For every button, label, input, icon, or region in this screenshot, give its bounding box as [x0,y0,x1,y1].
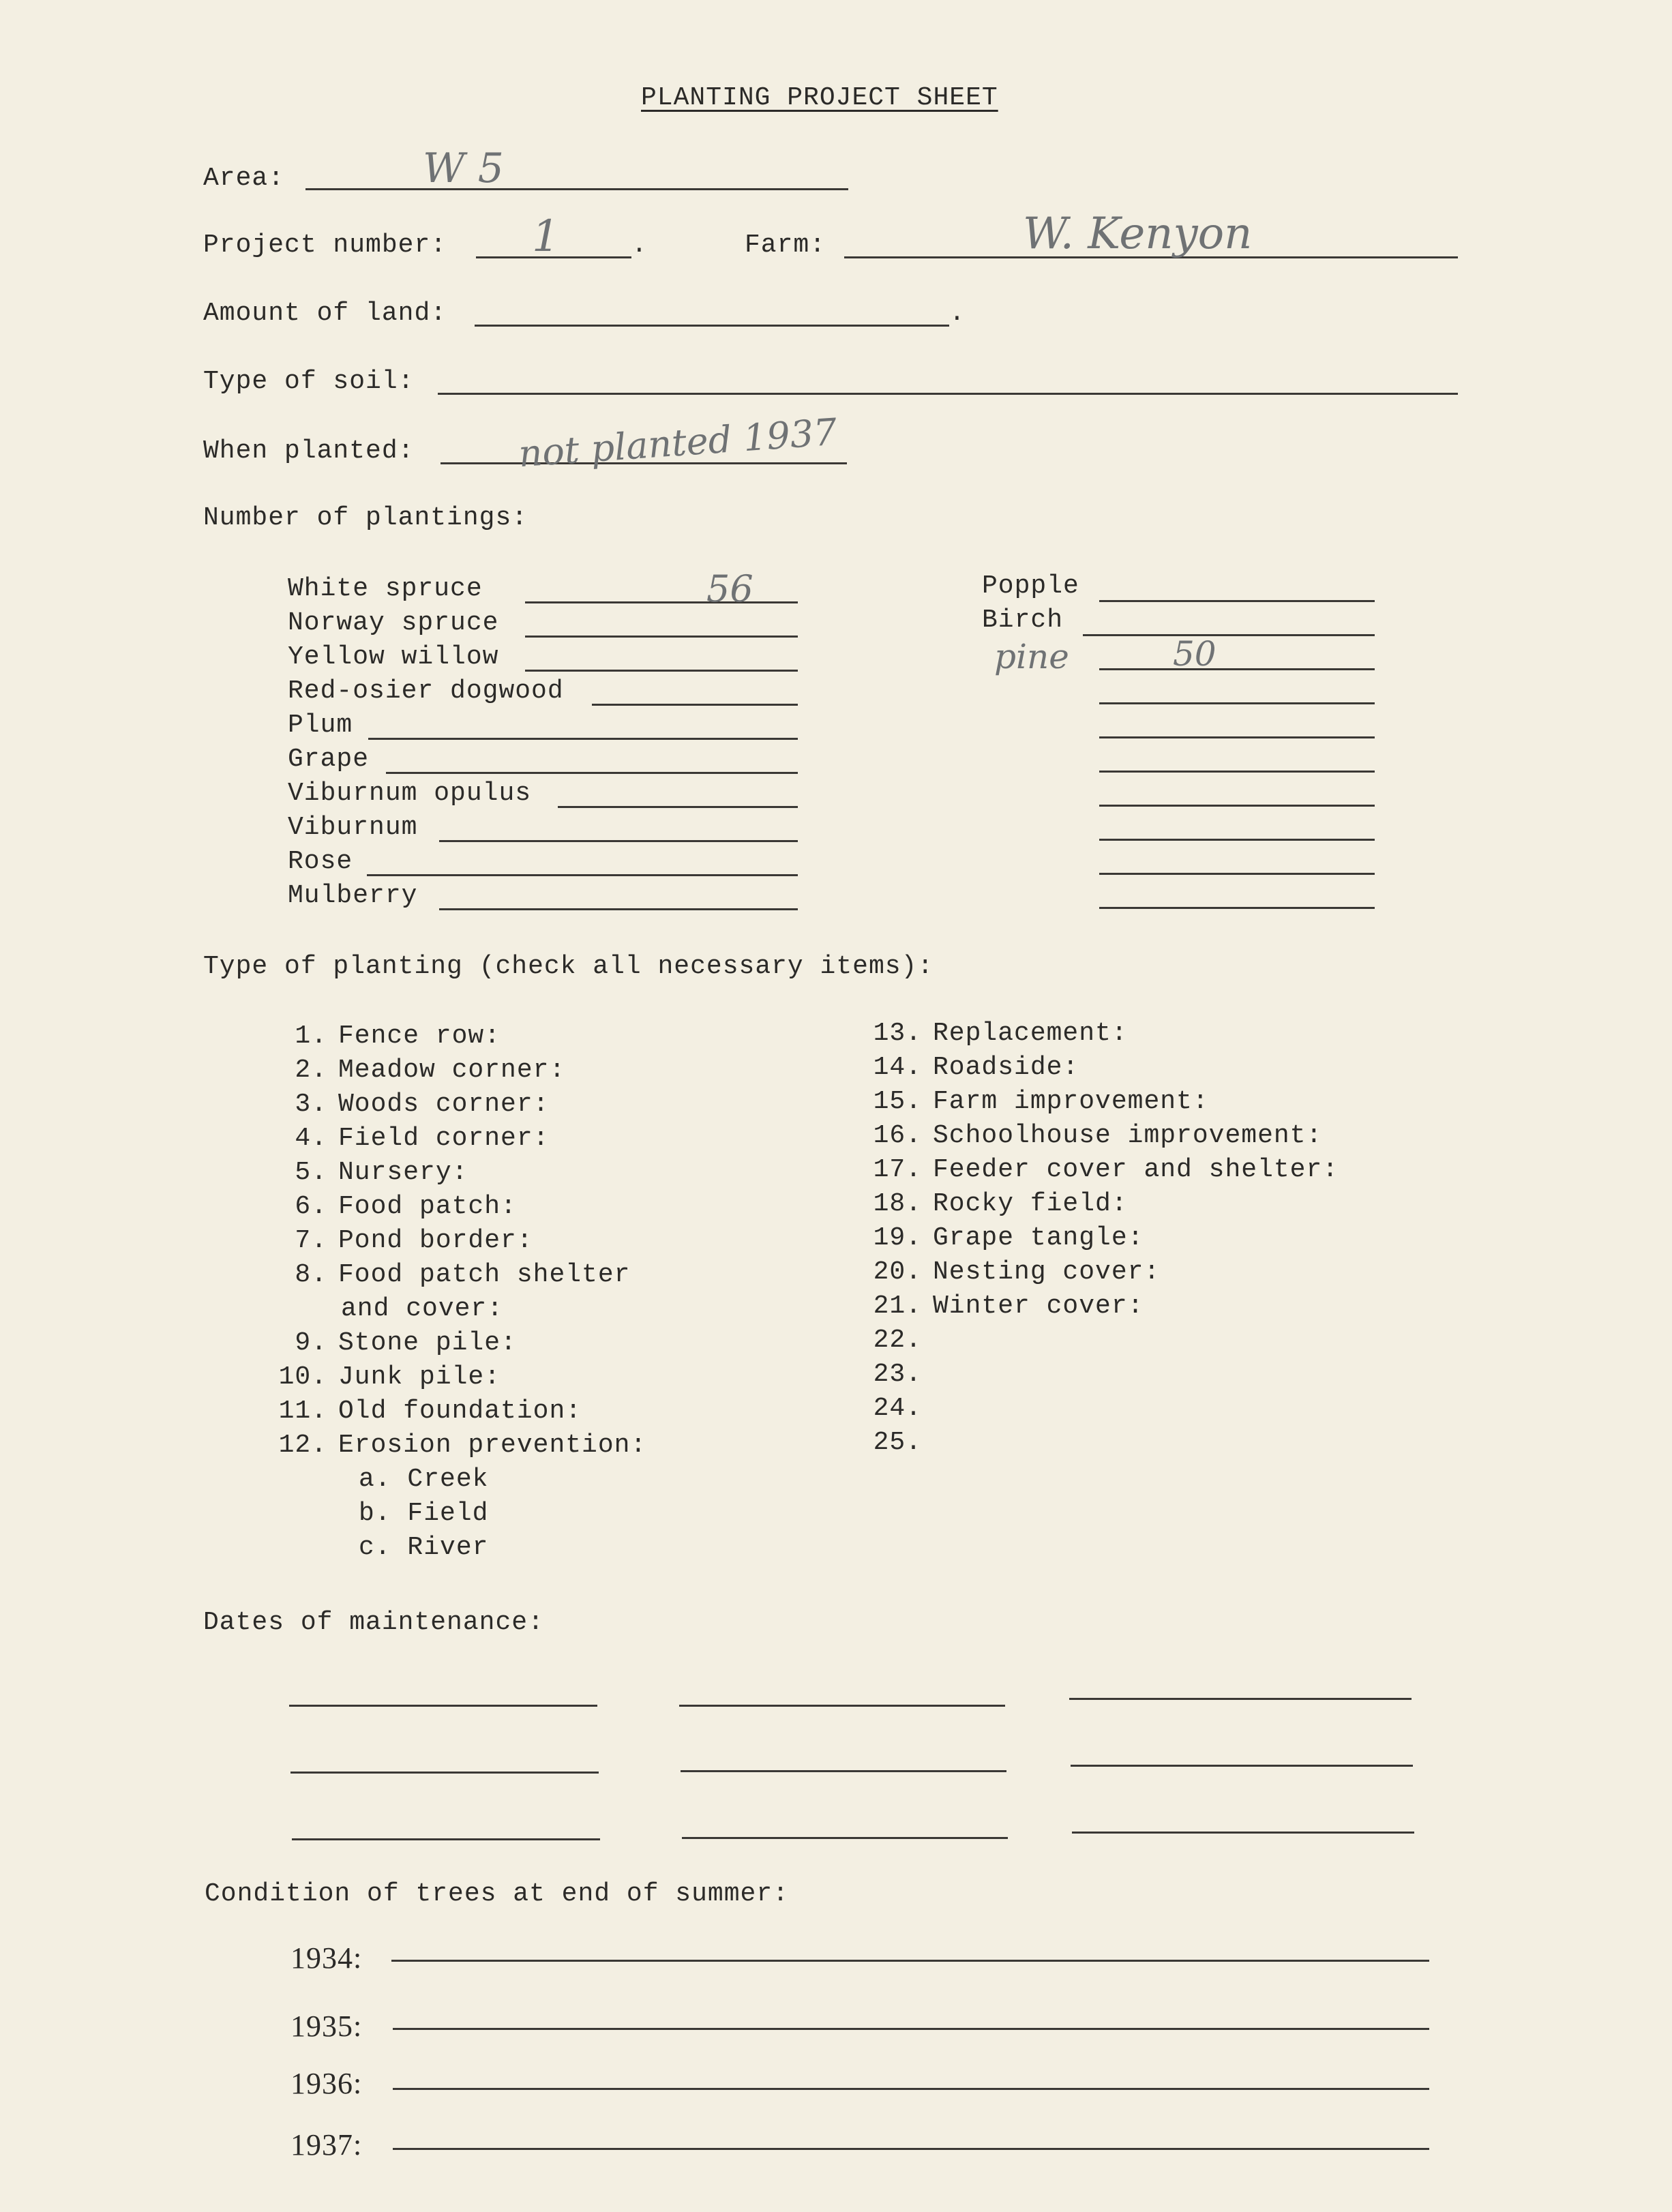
type-item-number: 1. [295,1021,327,1051]
type-item-label-continued: and cover: [341,1294,504,1324]
condition-field[interactable] [391,1960,1429,1962]
amount-period: . [949,299,966,328]
planting-label: Mulberry [288,881,418,910]
page-title: PLANTING PROJECT SHEET [641,83,998,113]
planting-count-field[interactable] [439,908,798,910]
type-item-label[interactable]: Erosion prevention: [338,1431,647,1460]
planting-handwritten-label: pine [994,637,1069,676]
planting-blank-field[interactable] [1099,805,1375,807]
planting-label: White spruce [288,574,483,603]
type-subitem-label[interactable]: a. Creek [359,1465,489,1494]
type-item-number: 2. [295,1056,327,1085]
type-item-number: 11. [278,1396,327,1426]
type-item-label[interactable]: Grape tangle: [933,1223,1144,1253]
planting-label: Grape [288,745,370,774]
planting-blank-field[interactable] [1099,839,1375,841]
planting-handwritten-count: 56 [706,567,753,610]
planting-label: Yellow willow [288,642,499,672]
condition-year-label: 1934: [290,1941,363,1975]
type-item-number: 25. [873,1428,922,1457]
planting-blank-field[interactable] [1099,771,1375,773]
project-number-handwritten-value: 1 [532,211,560,262]
type-item-number: 10. [278,1362,327,1392]
type-item-number: 18. [873,1189,922,1219]
condition-year-label: 1935: [290,2009,363,2043]
type-item-label[interactable]: Nursery: [338,1158,468,1187]
planting-count-field[interactable] [386,772,798,774]
maintenance-date-field[interactable] [290,1772,599,1774]
maintenance-date-field[interactable] [292,1838,600,1840]
when-planted-handwritten-value: not planted 1937 [517,410,839,476]
condition-field[interactable] [393,2028,1429,2030]
type-item-label[interactable]: Meadow corner: [338,1056,566,1085]
type-item-number: 9. [295,1328,327,1358]
type-item-number: 17. [873,1155,922,1184]
type-item-label[interactable]: Food patch shelter [338,1260,631,1289]
planting-label: Birch [982,606,1064,635]
area-handwritten-value: W 5 [423,145,504,192]
planting-count-field[interactable] [368,738,798,740]
type-item-number: 15. [873,1087,922,1116]
planting-blank-field[interactable] [1099,702,1375,704]
type-item-label[interactable]: Old foundation: [338,1396,582,1426]
farm-handwritten-value: W. Kenyon [1023,209,1253,259]
type-item-number: 24. [873,1394,922,1423]
type-item-number: 16. [873,1121,922,1150]
type-item-label[interactable]: Schoolhouse improvement: [933,1121,1323,1150]
condition-year-label: 1937: [290,2128,363,2162]
number-of-plantings-label: Number of plantings: [203,503,528,533]
type-item-number: 3. [295,1090,327,1119]
type-item-number: 7. [295,1226,327,1255]
type-of-soil-label: Type of soil: [203,367,415,396]
dates-of-maintenance-label: Dates of maintenance: [203,1608,544,1637]
type-item-number: 19. [873,1223,922,1253]
maintenance-date-field[interactable] [679,1705,1005,1707]
planting-label: Norway spruce [288,608,499,638]
type-item-number: 6. [295,1192,327,1221]
maintenance-date-field[interactable] [681,1770,1006,1772]
planting-label: Viburnum opulus [288,779,532,808]
maintenance-date-field[interactable] [1071,1765,1413,1767]
type-item-number: 21. [873,1291,922,1321]
condition-of-trees-label: Condition of trees at end of summer: [205,1879,789,1909]
planting-handwritten-count: 50 [1173,634,1216,674]
type-item-label[interactable]: Fence row: [338,1021,501,1051]
planting-count-field[interactable] [1083,634,1375,636]
type-item-number: 23. [873,1360,922,1389]
type-item-number: 5. [295,1158,327,1187]
type-item-number: 14. [873,1053,922,1082]
type-subitem-label[interactable]: c. River [359,1533,489,1562]
type-item-label[interactable]: Field corner: [338,1124,550,1153]
maintenance-date-field[interactable] [1069,1698,1412,1700]
planting-count-field[interactable] [525,670,798,672]
type-item-label[interactable]: Food patch: [338,1192,517,1221]
type-item-label[interactable]: Nesting cover: [933,1257,1161,1287]
planting-count-field[interactable] [525,601,798,603]
type-item-label[interactable]: Roadside: [933,1053,1079,1082]
project-number-label: Project number: [203,230,447,260]
type-item-label[interactable]: Junk pile: [338,1362,501,1392]
type-item-number: 20. [873,1257,922,1287]
type-item-label[interactable]: Stone pile: [338,1328,517,1358]
type-item-label[interactable]: Rocky field: [933,1189,1128,1219]
area-field[interactable] [305,188,848,190]
type-item-number: 4. [295,1124,327,1153]
project-number-period: . [631,230,648,260]
condition-year-label: 1936: [290,2067,363,2100]
maintenance-date-field[interactable] [289,1705,597,1707]
area-label: Area: [203,164,285,193]
type-item-label[interactable]: Pond border: [338,1226,533,1255]
type-of-planting-heading: Type of planting (check all necessary items): [203,952,934,981]
planting-label: Rose [288,847,353,876]
planting-count-field[interactable] [1099,668,1375,670]
maintenance-date-field[interactable] [682,1837,1008,1839]
type-item-number: 12. [278,1431,327,1460]
amount-of-land-label: Amount of land: [203,299,447,328]
planting-label: Popple [982,571,1079,601]
condition-field[interactable] [393,2088,1429,2090]
maintenance-date-field[interactable] [1072,1832,1414,1834]
planting-label: Red-osier dogwood [288,676,564,706]
planting-count-field[interactable] [439,840,798,842]
condition-field[interactable] [393,2148,1429,2150]
type-item-label[interactable]: Farm improvement: [933,1087,1209,1116]
planting-count-field[interactable] [367,874,798,876]
planting-count-field[interactable] [558,806,798,808]
when-planted-label: When planted: [203,436,415,466]
type-item-label[interactable]: Woods corner: [338,1090,550,1119]
type-item-label[interactable]: Feeder cover and shelter: [933,1155,1339,1184]
amount-of-land-field[interactable] [475,325,949,327]
planting-count-field[interactable] [592,704,798,706]
type-item-number: 13. [873,1019,922,1048]
type-item-number: 22. [873,1326,922,1355]
type-item-label[interactable]: Winter cover: [933,1291,1144,1321]
planting-blank-field[interactable] [1099,873,1375,875]
planting-label: Plum [288,711,353,740]
planting-count-field[interactable] [1099,600,1375,602]
planting-blank-field[interactable] [1099,907,1375,909]
type-item-number: 8. [295,1260,327,1289]
planting-blank-field[interactable] [1099,736,1375,738]
type-subitem-label[interactable]: b. Field [359,1499,489,1528]
planting-count-field[interactable] [525,636,798,638]
type-of-soil-field[interactable] [438,393,1458,395]
type-item-label[interactable]: Replacement: [933,1019,1128,1048]
farm-label: Farm: [745,230,826,260]
planting-label: Viburnum [288,813,418,842]
